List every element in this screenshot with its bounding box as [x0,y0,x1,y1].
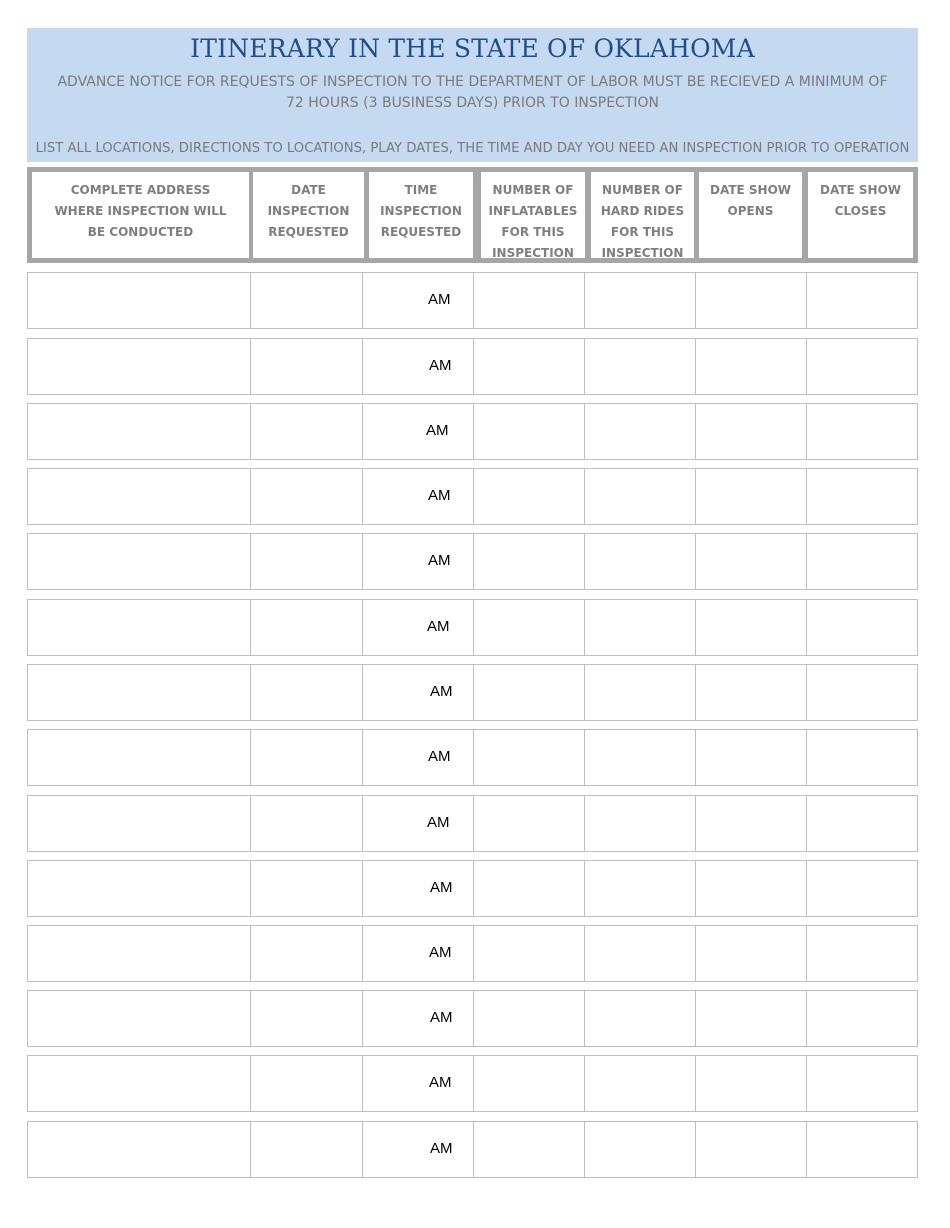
column-header-line: REQUESTED [380,225,462,239]
inflatables-cell[interactable] [473,796,585,851]
opens-cell[interactable] [695,730,807,785]
time-cell[interactable] [362,600,474,655]
table-row [27,403,918,460]
inflatables-cell[interactable] [473,665,585,720]
inflatables-cell[interactable] [473,339,585,394]
column-header-line: INSPECTION [267,204,350,218]
date-cell[interactable] [250,469,363,524]
inflatables-cell[interactable] [473,404,585,459]
closes-cell[interactable] [806,730,918,785]
date-cell[interactable] [250,404,363,459]
column-header-line: OPENS [727,204,774,218]
column-header-line: INSPECTION [601,246,684,260]
opens-cell[interactable] [695,600,807,655]
column-header-line: FOR THIS [501,225,565,239]
closes-cell[interactable] [806,991,918,1046]
column-header-line: DATE SHOW [710,183,791,197]
table-row [27,664,918,721]
inflatables-cell[interactable] [473,861,585,916]
address-cell[interactable] [28,339,250,394]
time-cell[interactable] [362,861,474,916]
column-header-address [32,172,249,258]
opens-cell[interactable] [695,796,807,851]
hard-rides-cell[interactable] [584,861,696,916]
opens-cell[interactable] [695,273,807,328]
time-cell[interactable] [362,1122,474,1177]
time-cell[interactable] [362,926,474,981]
time-cell[interactable] [362,991,474,1046]
column-header-time-requested [369,172,473,258]
hard-rides-cell[interactable] [584,991,696,1046]
closes-cell[interactable] [806,404,918,459]
inflatables-cell[interactable] [473,926,585,981]
column-header-row [27,167,918,263]
opens-cell[interactable] [695,861,807,916]
date-cell[interactable] [250,339,363,394]
opens-cell[interactable] [695,991,807,1046]
header-banner [27,28,918,162]
time-am-label: AM [430,1140,453,1157]
time-am-label: AM [430,1009,453,1026]
column-header-line: DATE SHOW [820,183,901,197]
closes-cell[interactable] [806,796,918,851]
opens-cell[interactable] [695,534,807,589]
closes-cell[interactable] [806,600,918,655]
column-header-line: INSPECTION [380,204,462,218]
opens-cell[interactable] [695,1122,807,1177]
opens-cell[interactable] [695,469,807,524]
table-row [27,990,918,1047]
time-am-label: AM [429,944,452,961]
hard-rides-cell[interactable] [584,665,696,720]
date-cell[interactable] [250,600,363,655]
table-row [27,338,918,395]
column-header-date-requested [253,172,364,258]
hard-rides-cell[interactable] [584,600,696,655]
inflatables-cell[interactable] [473,1056,585,1111]
address-cell[interactable] [28,1122,250,1177]
address-cell[interactable] [28,665,250,720]
date-cell[interactable] [250,796,363,851]
table-row [27,860,918,917]
column-header-line: NUMBER OF [492,183,574,197]
column-header-line: CLOSES [834,204,887,218]
inflatables-cell[interactable] [473,1122,585,1177]
hard-rides-cell[interactable] [584,730,696,785]
inflatables-cell[interactable] [473,730,585,785]
time-cell[interactable] [362,1056,474,1111]
table-row [27,468,918,525]
date-cell[interactable] [250,926,363,981]
time-cell[interactable] [362,339,474,394]
instructions-text: LIST ALL LOCATIONS, DIRECTIONS TO LOCATIONS, PLAY DATES, THE TIME AND DAY YOU NEED AN INSPECTION PRIOR TO OPERATION [35,141,910,156]
time-cell[interactable] [362,665,474,720]
column-header-line: REQUESTED [268,225,349,239]
time-cell[interactable] [362,730,474,785]
page-title: ITINERARY IN THE STATE OF OKLAHOMA [190,34,755,63]
table-row [27,729,918,786]
table-row [27,272,918,329]
opens-cell[interactable] [695,339,807,394]
hard-rides-cell[interactable] [584,926,696,981]
date-cell[interactable] [250,730,363,785]
column-header-show-opens [699,172,802,258]
date-cell[interactable] [250,991,363,1046]
column-header-line: HARD RIDES [600,204,685,218]
closes-cell[interactable] [806,469,918,524]
time-am-label: AM [429,1074,452,1091]
hard-rides-cell[interactable] [584,1122,696,1177]
address-cell[interactable] [28,1056,250,1111]
closes-cell[interactable] [806,926,918,981]
address-cell[interactable] [28,730,250,785]
time-am-label: AM [427,814,450,831]
inflatables-cell[interactable] [473,469,585,524]
opens-cell[interactable] [695,665,807,720]
time-cell[interactable] [362,534,474,589]
closes-cell[interactable] [806,1122,918,1177]
table-row [27,599,918,656]
address-cell[interactable] [28,469,250,524]
time-am-label: AM [428,487,451,504]
column-header-inflatables [481,172,585,258]
hard-rides-cell[interactable] [584,339,696,394]
time-am-label: AM [428,291,451,308]
date-cell[interactable] [250,273,363,328]
hard-rides-cell[interactable] [584,796,696,851]
time-am-label: AM [426,422,449,439]
column-header-show-closes [808,172,913,258]
address-cell[interactable] [28,273,250,328]
opens-cell[interactable] [695,926,807,981]
table-row [27,925,918,982]
time-am-label: AM [430,683,453,700]
column-header-line: WHERE INSPECTION WILL [54,204,227,218]
hard-rides-cell[interactable] [584,469,696,524]
column-header-line: DATE [291,183,326,197]
closes-cell[interactable] [806,339,918,394]
time-cell[interactable] [362,469,474,524]
hard-rides-cell[interactable] [584,404,696,459]
time-am-label: AM [428,552,451,569]
closes-cell[interactable] [806,1056,918,1111]
date-cell[interactable] [250,1122,363,1177]
column-header-line: COMPLETE ADDRESS [70,183,211,197]
column-header-line: INFLATABLES [488,204,578,218]
time-am-label: AM [428,748,451,765]
column-header-line: INSPECTION [492,246,574,260]
column-header-hard-rides [591,172,694,258]
closes-cell[interactable] [806,861,918,916]
inflatables-cell[interactable] [473,991,585,1046]
table-row [27,1055,918,1112]
address-cell[interactable] [28,534,250,589]
closes-cell[interactable] [806,273,918,328]
closes-cell[interactable] [806,534,918,589]
date-cell[interactable] [250,1056,363,1111]
hard-rides-cell[interactable] [584,273,696,328]
advance-notice-text: ADVANCE NOTICE FOR REQUESTS OF INSPECTION TO THE DEPARTMENT OF LABOR MUST BE RECIEVED A MINIMUM OF 72 HOURS (3 BUSINESS DAYS) PRIOR TO INSPECTION [57,74,888,111]
opens-cell[interactable] [695,404,807,459]
time-am-label: AM [429,357,452,374]
column-header-line: FOR THIS [610,225,675,239]
column-header-line: TIME [404,183,438,197]
time-cell[interactable] [362,796,474,851]
column-header-line: BE CONDUCTED [87,225,194,239]
hard-rides-cell[interactable] [584,534,696,589]
hard-rides-cell[interactable] [584,1056,696,1111]
date-cell[interactable] [250,534,363,589]
table-row [27,1121,918,1178]
table-row [27,533,918,590]
date-cell[interactable] [250,665,363,720]
table-row [27,795,918,852]
closes-cell[interactable] [806,665,918,720]
address-cell[interactable] [28,991,250,1046]
address-cell[interactable] [28,796,250,851]
time-cell[interactable] [362,404,474,459]
address-cell[interactable] [28,600,250,655]
column-header-line: NUMBER OF [602,183,683,197]
inflatables-cell[interactable] [473,600,585,655]
time-am-label: AM [427,618,450,635]
inflatables-cell[interactable] [473,273,585,328]
address-cell[interactable] [28,404,250,459]
date-cell[interactable] [250,861,363,916]
inflatables-cell[interactable] [473,534,585,589]
address-cell[interactable] [28,926,250,981]
time-cell[interactable] [362,273,474,328]
address-cell[interactable] [28,861,250,916]
opens-cell[interactable] [695,1056,807,1111]
time-am-label: AM [430,879,453,896]
